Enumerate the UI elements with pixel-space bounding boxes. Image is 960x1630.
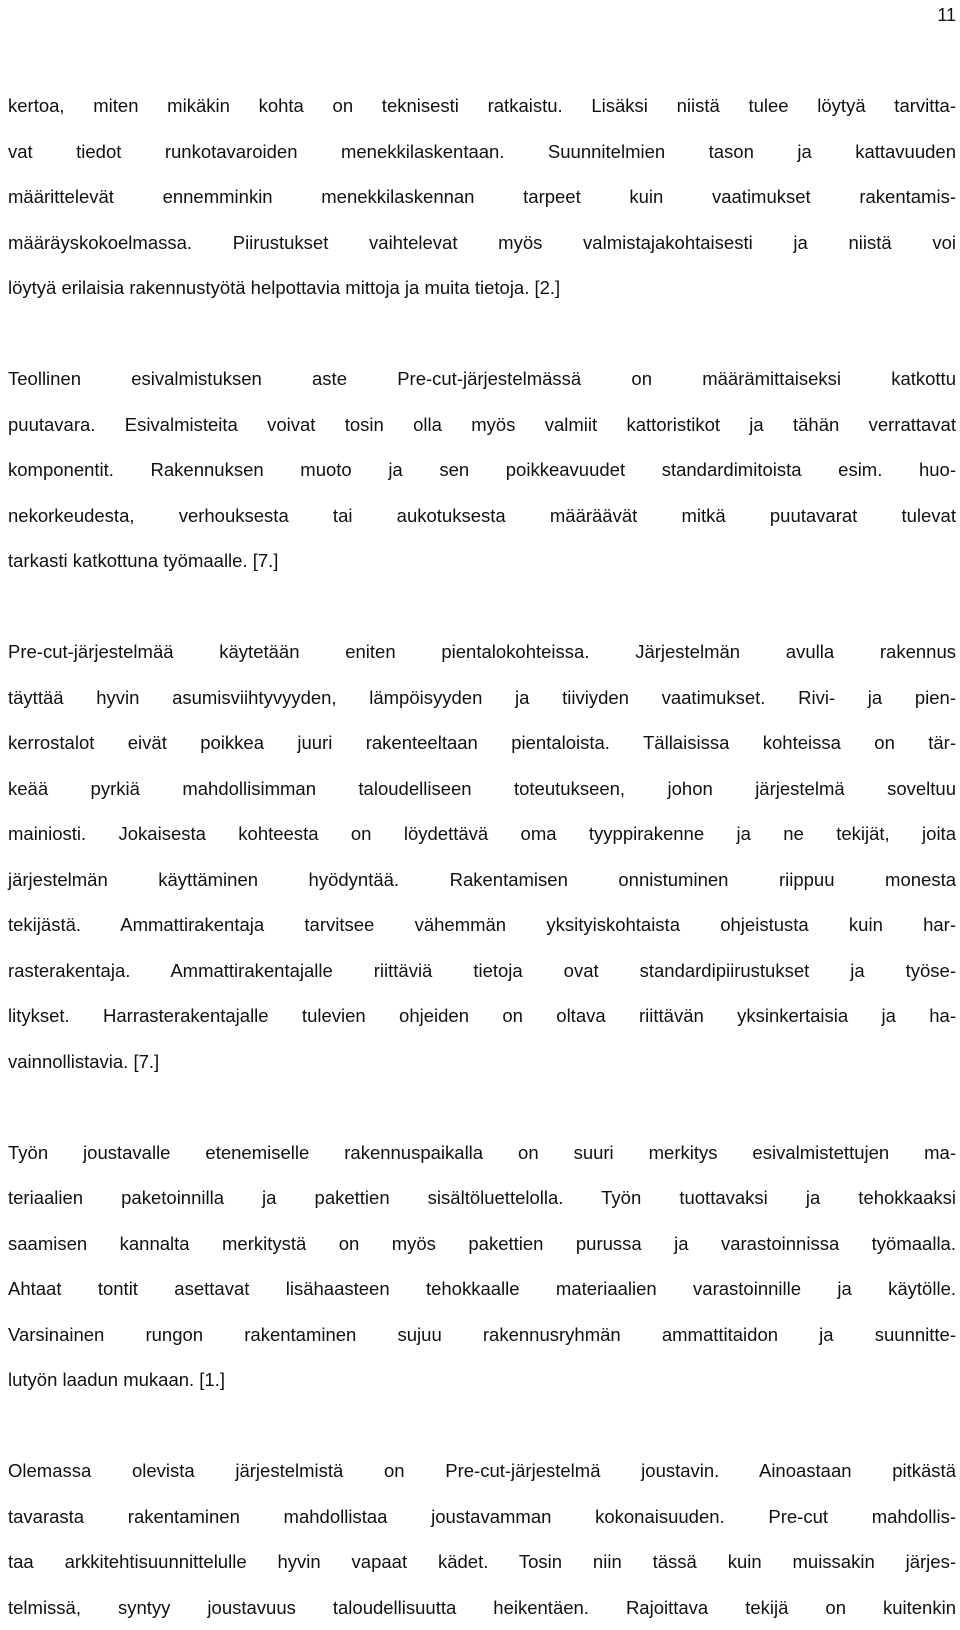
text-line: rasterakentaja. Ammattirakentajalle riittäviä tietoja ovat standardipiirustukset ja työse- <box>8 948 956 994</box>
page-number: 11 <box>937 4 956 26</box>
text-line: tavarasta rakentaminen mahdollistaa joustavamman kokonaisuuden. Pre-cut mahdollis- <box>8 1494 956 1540</box>
text-line: litykset. Harrasterakentajalle tulevien ohjeiden on oltava riittävän yksinkertaisia ja ha- <box>8 993 956 1039</box>
paragraph-gap <box>8 311 956 357</box>
text-line: Ahtaat tontit asettavat lisähaasteen tehokkaalle materiaalien varastoinnille ja käytölle. <box>8 1266 956 1312</box>
paragraph <box>8 1130 956 1403</box>
text-line: Olemassa olevista järjestelmistä on Pre-cut-järjestelmä joustavin. Ainoastaan pitkästä <box>8 1448 956 1494</box>
text-line: löytyä erilaisia rakennustyötä helpottavia mittoja ja muita tietoja. [2.] <box>8 265 956 311</box>
text-line: kertoa, miten mikäkin kohta on teknisesti ratkaistu. Lisäksi niistä tulee löytyä tarvitta- <box>8 83 956 129</box>
text-line: lutyön laadun mukaan. [1.] <box>8 1357 956 1403</box>
text-line: tarkasti katkottuna työmaalle. [7.] <box>8 538 956 584</box>
paragraph <box>8 1448 956 1630</box>
text-line: vainnollistavia. [7.] <box>8 1039 956 1085</box>
text-line: määrittelevät ennemminkin menekkilaskennan tarpeet kuin vaatimukset rakentamis- <box>8 174 956 220</box>
text-line: puutavara. Esivalmisteita voivat tosin olla myös valmiit kattoristikot ja tähän verrattavat <box>8 402 956 448</box>
text-line: Pre-cut-järjestelmää käytetään eniten pientalokohteissa. Järjestelmän avulla rakennus <box>8 629 956 675</box>
paragraph <box>8 356 956 584</box>
text-line: Teollinen esivalmistuksen aste Pre-cut-järjestelmässä on määrämittaiseksi katkottu <box>8 356 956 402</box>
paragraph-gap <box>8 1403 956 1449</box>
text-line: taa arkkitehtisuunnittelulle hyvin vapaat kädet. Tosin niin tässä kuin muissakin järjes- <box>8 1539 956 1585</box>
text-line: nekorkeudesta, verhouksesta tai aukotuksesta määräävät mitkä puutavarat tulevat <box>8 493 956 539</box>
text-line: Työn joustavalle etenemiselle rakennuspaikalla on suuri merkitys esivalmistettujen ma- <box>8 1130 956 1176</box>
text-line: keää pyrkiä mahdollisimman taloudelliseen toteutukseen, johon järjestelmä soveltuu <box>8 766 956 812</box>
paragraph <box>8 83 956 311</box>
paragraph <box>8 629 956 1084</box>
text-line: tekijästä. Ammattirakentaja tarvitsee vähemmän yksityiskohtaista ohjeistusta kuin har- <box>8 902 956 948</box>
text-line: vat tiedot runkotavaroiden menekkilaskentaan. Suunnitelmien tason ja kattavuuden <box>8 129 956 175</box>
text-line: määräyskokoelmassa. Piirustukset vaihtelevat myös valmistajakohtaisesti ja niistä voi <box>8 220 956 266</box>
text-line: komponentit. Rakennuksen muoto ja sen poikkeavuudet standardimitoista esim. huo- <box>8 447 956 493</box>
text-line: mainiosti. Jokaisesta kohteesta on löydettävä oma tyyppirakenne ja ne tekijät, joita <box>8 811 956 857</box>
text-line: telmissä, syntyy joustavuus taloudellisuutta heikentäen. Rajoittava tekijä on kuitenkin <box>8 1585 956 1630</box>
text-line: Varsinainen rungon rakentaminen sujuu rakennusryhmän ammattitaidon ja suunnitte- <box>8 1312 956 1358</box>
text-line: täyttää hyvin asumisviihtyvyyden, lämpöisyyden ja tiiviyden vaatimukset. Rivi- ja pien- <box>8 675 956 721</box>
document-body <box>8 83 956 1630</box>
paragraph-gap <box>8 584 956 630</box>
text-line: saamisen kannalta merkitystä on myös pakettien purussa ja varastoinnissa työmaalla. <box>8 1221 956 1267</box>
text-line: teriaalien paketoinnilla ja pakettien sisältöluettelolla. Työn tuottavaksi ja tehokkaaksi <box>8 1175 956 1221</box>
text-line: järjestelmän käyttäminen hyödyntää. Rakentamisen onnistuminen riippuu monesta <box>8 857 956 903</box>
paragraph-gap <box>8 1084 956 1130</box>
text-line: kerrostalot eivät poikkea juuri rakenteeltaan pientaloista. Tällaisissa kohteissa on tär- <box>8 720 956 766</box>
